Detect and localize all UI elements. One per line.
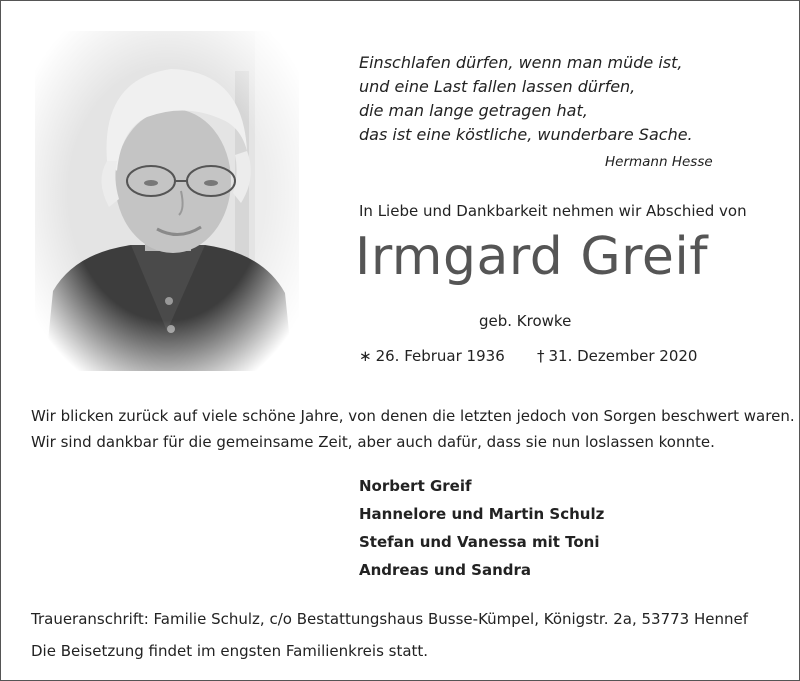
text-line: Wir sind dankbar für die gemeinsame Zeit, aber auch dafür, dass sie nun loslassen konnte. xyxy=(31,433,715,451)
death-date-group xyxy=(537,347,697,365)
deceased-name: Irmgard Greif xyxy=(355,227,709,287)
death-date: 31. Dezember 2020 xyxy=(548,347,698,365)
birth-date: 26. Februar 1936 xyxy=(375,347,505,365)
text-line: Wir blicken zurück auf viele schöne Jahre, von denen die letzten jedoch von Sorgen beschwert waren. xyxy=(31,407,795,425)
intro-text: In Liebe und Dankbarkeit nehmen wir Abschied von xyxy=(359,202,747,220)
life-dates xyxy=(359,347,698,365)
portrait-photo xyxy=(35,31,299,371)
birth-star-icon: ∗ xyxy=(359,347,372,365)
death-cross-icon: † xyxy=(537,347,545,365)
quote-author: Hermann Hesse xyxy=(605,154,713,170)
quote-line: und eine Last fallen lassen dürfen, xyxy=(359,77,636,96)
quote-line: die man lange getragen hat, xyxy=(359,101,588,120)
mourner-name: Stefan und Vanessa mit Toni xyxy=(359,533,600,551)
quote-block xyxy=(359,51,759,147)
mourner-name: Andreas und Sandra xyxy=(359,561,532,579)
burial-note: Die Beisetzung findet im engsten Familienkreis statt. xyxy=(31,642,429,660)
portrait-illustration xyxy=(35,31,299,371)
birth-date-group xyxy=(359,347,505,365)
remembrance-text xyxy=(31,403,795,455)
maiden-name: geb. Krowke xyxy=(479,312,572,330)
mourners-list xyxy=(359,472,604,584)
mourner-name: Norbert Greif xyxy=(359,477,472,495)
quote-line: das ist eine köstliche, wunderbare Sache. xyxy=(359,125,693,144)
mourning-address: Traueranschrift: Familie Schulz, c/o Bestattungshaus Busse-Kümpel, Königstr. 2a, 53773 Hennef xyxy=(31,610,749,628)
mourner-name: Hannelore und Martin Schulz xyxy=(359,505,605,523)
quote-line: Einschlafen dürfen, wenn man müde ist, xyxy=(359,53,683,72)
